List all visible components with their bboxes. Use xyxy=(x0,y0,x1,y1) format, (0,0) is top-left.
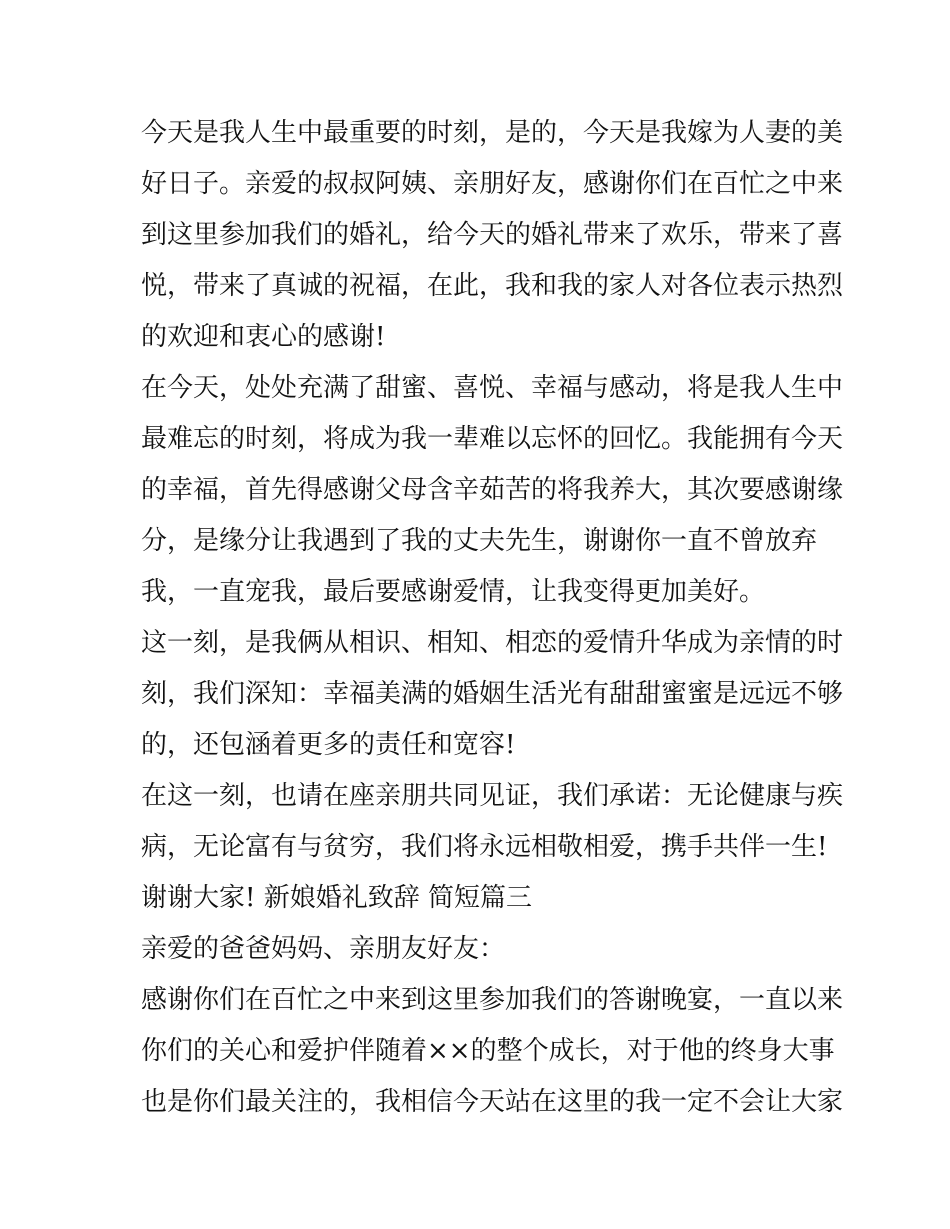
text-line: 的幸福，首先得感谢父母含辛茹苦的将我养大，其次要感谢缘 xyxy=(141,475,844,505)
text-line: 我，一直宠我，最后要感谢爱情，让我变得更加美好。 xyxy=(141,577,766,607)
text-line: 在今天，处处充满了甜蜜、喜悦、幸福与感动，将是我人生中 xyxy=(141,373,844,403)
text-line: 在这一刻，也请在座亲朋共同见证，我们承诺：无论健康与疾 xyxy=(141,781,844,811)
text-line: 你们的关心和爱护伴随着××的整个成长，对于他的终身大事 xyxy=(141,1036,835,1066)
section-heading-line: 谢谢大家! 新娘婚礼致辞 简短篇三 xyxy=(141,883,532,913)
text-line: 今天是我人生中最重要的时刻，是的，今天是我嫁为人妻的美 xyxy=(141,118,844,148)
document-body xyxy=(141,108,844,1128)
text-line: 这一刻，是我俩从相识、相知、相恋的爱情升华成为亲情的时 xyxy=(141,628,844,658)
text-line: 病，无论富有与贫穷，我们将永远相敬相爱，携手共伴一生! xyxy=(141,832,828,862)
text-line: 也是你们最关注的，我相信今天站在这里的我一定不会让大家 xyxy=(141,1087,844,1117)
text-line: 到这里参加我们的婚礼，给今天的婚礼带来了欢乐，带来了喜 xyxy=(141,220,844,250)
salutation-line: 亲爱的爸爸妈妈、亲朋友好友： xyxy=(141,934,506,964)
text-line: 分，是缘分让我遇到了我的丈夫先生，谢谢你一直不曾放弃 xyxy=(141,526,818,556)
text-line: 最难忘的时刻，将成为我一辈难以忘怀的回忆。我能拥有今天 xyxy=(141,424,844,454)
text-line: 的，还包涵着更多的责任和宽容! xyxy=(141,730,516,760)
text-line: 悦，带来了真诚的祝福，在此，我和我的家人对各位表示热烈 xyxy=(141,271,844,301)
text-line: 刻，我们深知：幸福美满的婚姻生活光有甜甜蜜蜜是远远不够 xyxy=(141,679,844,709)
text-line: 感谢你们在百忙之中来到这里参加我们的答谢晚宴，一直以来 xyxy=(141,985,844,1015)
text-line: 好日子。亲爱的叔叔阿姨、亲朋好友，感谢你们在百忙之中来 xyxy=(141,169,844,199)
text-line: 的欢迎和衷心的感谢! xyxy=(141,322,386,352)
